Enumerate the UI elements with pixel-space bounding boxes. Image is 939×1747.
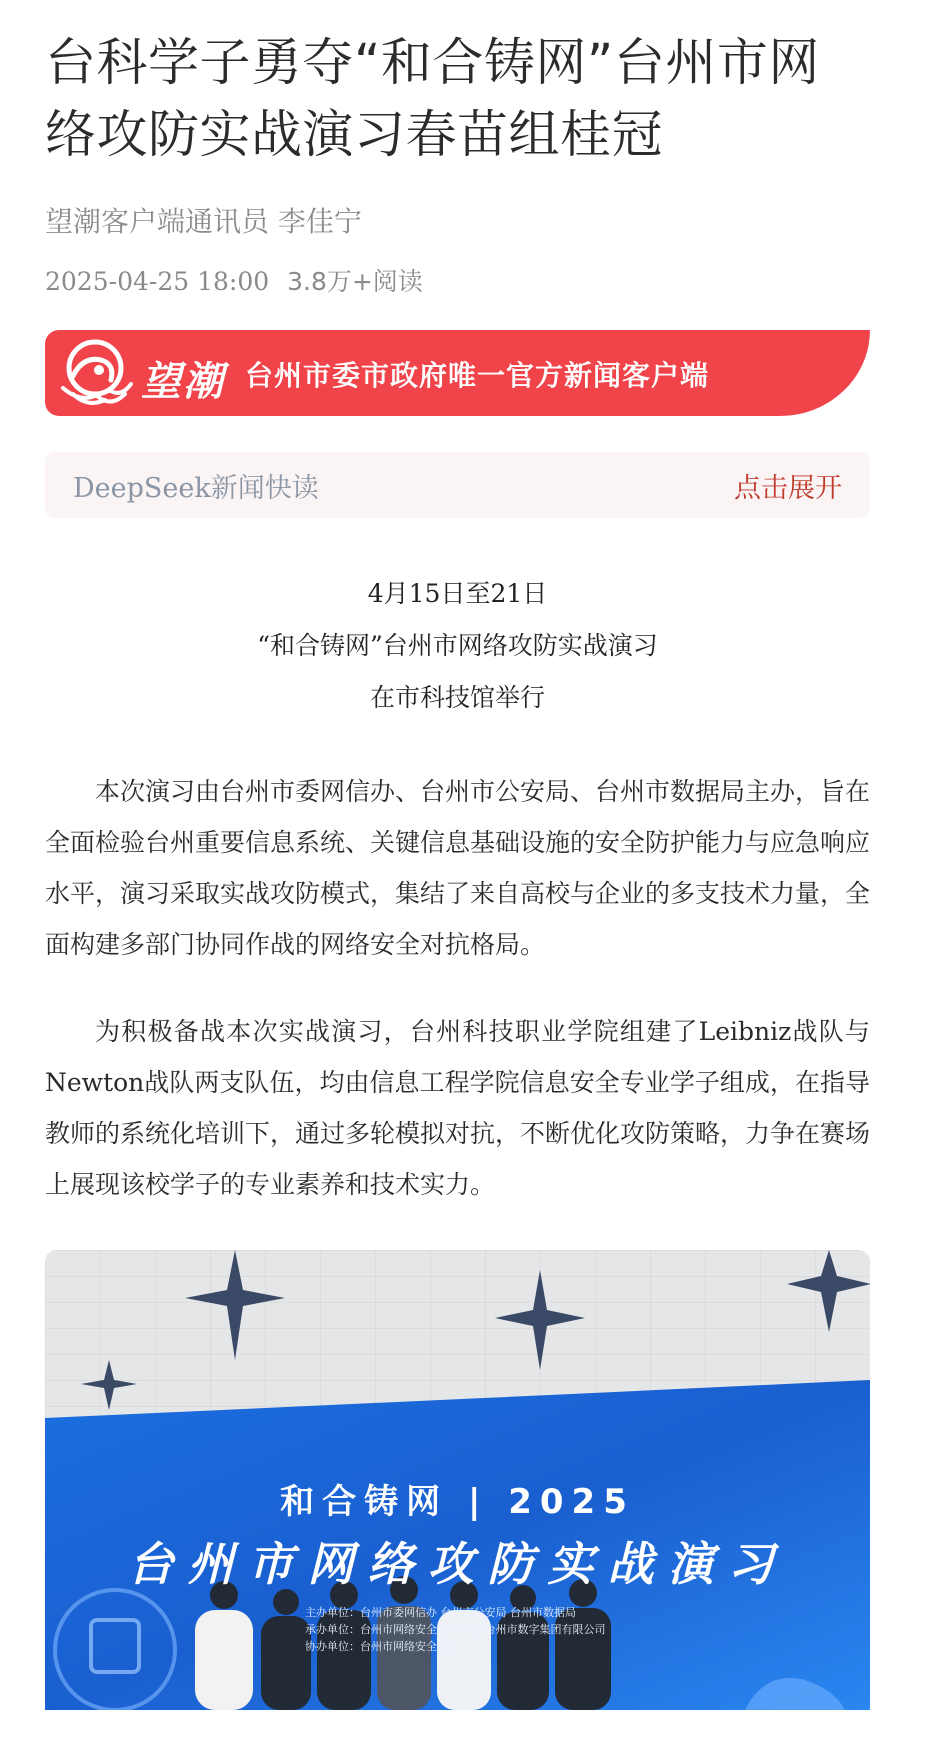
body-paragraph: 本次演习由台州市委网信办、台州市公安局、台州市数据局主办，旨在全面检验台州重要信息系统、关键信息基础设施的安全防护能力与应急响应水平，演习采取实战攻防模式，集结了来自高校与企业的多支技术力量，全面构建多部门协同作战的网络安全对抗格局。 (45, 777, 871, 959)
publish-date: 2025-04-25 18:00 (45, 267, 270, 296)
board-title: 台州市网络攻防实战演习 (127, 1537, 788, 1591)
wave-logo-icon (53, 336, 137, 410)
expand-button[interactable]: 点击展开 (734, 473, 842, 504)
intro-block (45, 568, 870, 724)
intro-line: 在市科技馆举行 (369, 683, 545, 712)
brand-logo-text: 望潮 (141, 358, 225, 405)
article (45, 0, 870, 1710)
view-count: 3.8万+阅读 (287, 267, 423, 296)
body-paragraph: 为积极备战本次实战演习，台州科技职业学院组建了Leibniz战队与Newton战队两支队伍，均由信息工程学院信息安全专业学子组成，在指导教师的系统化培训下，通过多轮模拟对抗，不断优化攻防策略，力争在赛场上展现该校学子的专业素养和技术实力。 (45, 1017, 871, 1199)
article-photo[interactable] (45, 1250, 870, 1710)
quick-read-label: DeepSeek新闻快读 (73, 473, 319, 504)
board-organizers: 主办单位：台州市委网信办 台州市公安局 台州市数据局 承办单位：台州市网络安全技术中心 台州市数字集团有限公司 协办单位：台州市网络安全协会 (305, 1606, 606, 1653)
banner-slogan: 台州市委市政府唯一官方新闻客户端 (245, 359, 710, 392)
intro-line: 4月15日至21日 (367, 579, 548, 608)
intro-line: “和合铸网”台州市网络攻防实战演习 (257, 631, 658, 660)
article-author: 望潮客户端通讯员 李佳宁 (45, 205, 362, 238)
deepseek-quick-read[interactable] (45, 452, 870, 518)
board-heading: 和合铸网 | 2025 (280, 1482, 635, 1522)
app-banner[interactable] (45, 330, 870, 416)
article-meta (45, 264, 870, 300)
article-title: 台科学子勇夺“和合铸网”台州市网络攻防实战演习春苗组桂冠 (45, 34, 820, 165)
